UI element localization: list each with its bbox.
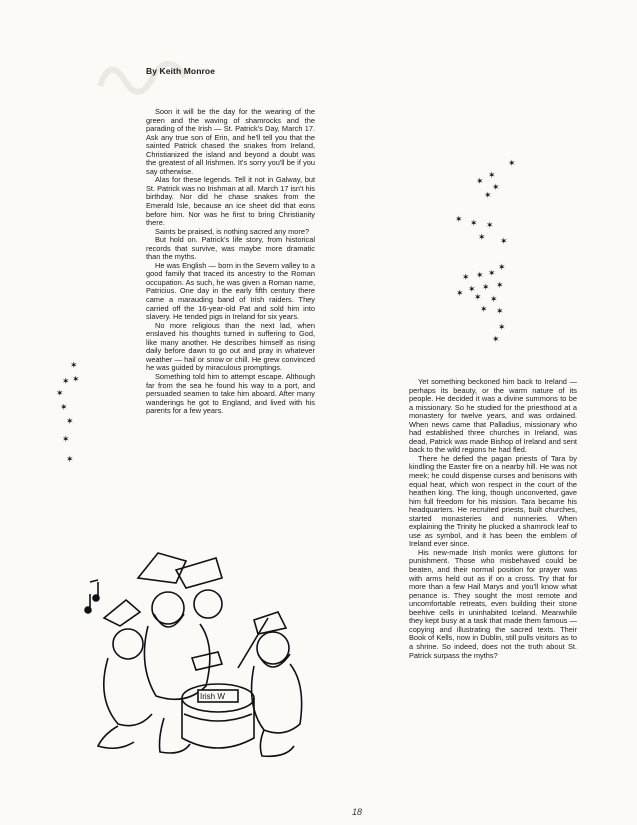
- svg-text:✶: ✶: [498, 323, 506, 333]
- svg-text:✶: ✶: [462, 273, 470, 283]
- svg-text:✶: ✶: [455, 215, 463, 225]
- svg-text:✶: ✶: [470, 219, 478, 229]
- svg-text:✶: ✶: [72, 375, 80, 385]
- paragraph: Soon it will be the day for the wearing of the green and the waving of shamrocks and the parading of the Irish — St. Patrick's Day, March 17. Ask any true son of Erin, and he'll tell you that the sainted Patrick chased the snakes from Ireland, Christianized the island and beyond a doubt was the greatest of all Irishmen. It's sorry you'll be if you say otherwise.: [146, 107, 315, 176]
- svg-text:✶: ✶: [476, 271, 484, 281]
- barrel-label: Irish W: [200, 692, 225, 701]
- svg-text:✶: ✶: [488, 171, 496, 181]
- paragraph: Yet something beckoned him back to Ireland — perhaps its beauty, or the warm nature of its people. He decided it was a divine summons to be a missionary. So he studied for the priesthood at a monastery for twelve years, and was ordained. When news came that Palladius, missionary who had established three churches in Ireland, was dead, Patrick was made Bishop of Ireland and sent back to the wild regions he had fled.: [409, 377, 577, 455]
- svg-text:✶: ✶: [480, 305, 488, 315]
- svg-text:✶: ✶: [484, 191, 492, 201]
- paragraph: There he defied the pagan priests of Tara by kindling the Easter fire on a nearby hill. He was not meek; he could dispense curses and benisons with equal heat, which won respect in the court of the heathen king. The king, though unconverted, gave him full freedom for his mission. Tara became his headquarters. He recruited priests, built churches, started monasteries and nunneries. When explaining the Trinity he plucked a shamrock leaf to use as symbol, and it has been the emblem of Ireland ever since.: [409, 453, 577, 549]
- leprechaun-band-illustration: [68, 548, 318, 768]
- paragraph: Alas for these legends. Tell it not in Galway, but St. Patrick was no Irishman at all. March 17 isn't his birthday. Nor did he chase snakes from the Emerald Isle, because an ice sheet did that eons before him. Nor was he first to bring Christianity there.: [146, 175, 315, 228]
- svg-text:✶: ✶: [492, 335, 500, 345]
- svg-text:✶: ✶: [476, 177, 484, 187]
- svg-text:✶: ✶: [62, 377, 70, 387]
- svg-text:✶: ✶: [492, 183, 500, 193]
- svg-text:✶: ✶: [474, 293, 482, 303]
- page-number: 18: [352, 807, 363, 817]
- svg-text:✶: ✶: [488, 269, 496, 279]
- svg-text:✶: ✶: [62, 435, 70, 445]
- svg-text:✶: ✶: [482, 283, 490, 293]
- svg-text:✶: ✶: [490, 295, 498, 305]
- svg-text:✶: ✶: [456, 289, 464, 299]
- svg-text:✶: ✶: [486, 221, 494, 231]
- svg-text:✶: ✶: [70, 361, 78, 371]
- svg-text:✶: ✶: [498, 263, 506, 273]
- byline: By Keith Monroe: [146, 66, 216, 76]
- svg-text:✶: ✶: [60, 403, 68, 413]
- paragraph: Saints be praised, is nothing sacred any more?: [155, 226, 310, 236]
- svg-text:✶: ✶: [508, 159, 516, 169]
- svg-text:✶: ✶: [500, 237, 508, 247]
- paragraph: Something told him to attempt escape. Although far from the sea he found his way to a port, and persuaded seamen to take him aboard. After many wanderings he got to England, and lived with his parents for a few years.: [146, 371, 315, 416]
- svg-text:✶: ✶: [66, 417, 74, 427]
- svg-text:✶: ✶: [468, 285, 476, 295]
- paragraph: No more religious than the next lad, when enslaved his thoughts turned in suffering to God, like many another. He describes himself as rising daily before dawn to go out and pray in whatever weather — hail or snow or chill. He grew convinced he was guided by miraculous promptings.: [146, 320, 315, 373]
- svg-text:✶: ✶: [66, 455, 74, 465]
- paragraph: But hold on. Patrick's life story, from historical records that survive, was maybe more dramatic than the myths.: [146, 235, 315, 262]
- svg-text:✶: ✶: [496, 281, 504, 291]
- paragraph: His new-made Irish monks were gluttons for punishment. Those who misbehaved could be beaten, and their normal position for prayer was with arms held out as if on a cross. Try that for more than a few Hail Marys and you'll know what penance is. They sought the most remote and uncomfortable retreats, even building their stone beehive cells in uninhabited Iceland. Meanwhile they kept busy at a task that made them famous — copying and illustrating the sacred texts. Their Book of Kells, now in Dublin, still pulls visitors as to a shrine. So indeed, does not the truth about St. Patrick surpass the myths?: [409, 547, 577, 660]
- svg-text:✶: ✶: [496, 307, 504, 317]
- paragraph: He was English — born in the Severn valley to a good family that traced its ancestry to the Roman occupation. As such, he was given a Roman name, Patricius. One day in the early fifth century there came a marauding band of Irish raiders. They carried off the 16-year-old Pat and sold him into slavery. He tended pigs in Ireland for six years.: [146, 260, 315, 322]
- svg-text:✶: ✶: [478, 233, 486, 243]
- svg-text:✶: ✶: [56, 389, 64, 399]
